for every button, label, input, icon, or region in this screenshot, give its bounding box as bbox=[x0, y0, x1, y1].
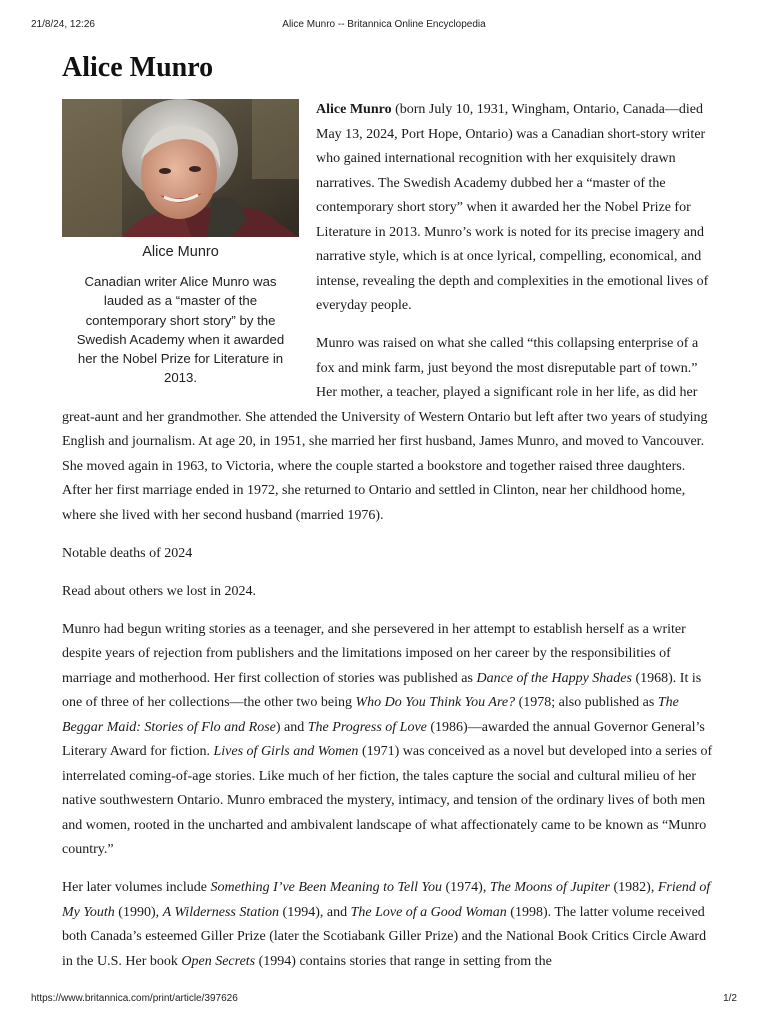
book-title: Dance of the Happy Shades bbox=[476, 670, 632, 686]
portrait-photo bbox=[62, 99, 299, 237]
print-url: https://www.britannica.com/print/article/397626 bbox=[31, 993, 238, 1004]
text-run: (1982), bbox=[610, 880, 658, 895]
text-run: (1986)—awarded the annual Governor General’s Literary Award for fiction. bbox=[62, 719, 705, 759]
text-run: (1998). The latter volume received both Canada’s esteemed Giller Prize (later the Scotiabank Giller Prize) and the National Book Critics Circle Award in the U.S. Her book bbox=[62, 904, 707, 969]
text-run: (1968). It is one of three of her collections—the other two being bbox=[62, 670, 702, 710]
text-run: (1994), and bbox=[279, 904, 351, 920]
paragraph-early-life: Munro was raised on what she called “this collapsing enterprise of a fox and mink farm, just beyond the most disreputable part of town.” Her mother, a teacher, played a significant role in her life, as did her great-aunt and her grandmother. She attended the University of Western Ontario but left after two years of studying English and journalism. At age 20, in 1951, she married her first husband, James Munro, and moved to Vancouver. She moved again in 1963, to Victoria, where the couple started a bookstore and together raised three daughters. After her first marriage ended in 1972, she returned to Ontario and settled in Clinton, near her childhood home, where she lived with her second husband (married 1976). bbox=[62, 336, 708, 523]
figure-name: Alice Munro bbox=[142, 244, 219, 260]
figure-caption: Canadian writer Alice Munro was lauded as a “master of the contemporary short story” by the Swedish Academy when it awarded her the Nobel Prize for Literature in 2013. bbox=[76, 274, 285, 386]
book-title: Something I’ve Been Meaning to Tell You bbox=[210, 880, 443, 895]
book-title: Who Do You Think You Are? bbox=[355, 695, 516, 710]
book-title: The Beggar Maid: Stories of Flo and Rose bbox=[62, 695, 679, 735]
article-title: Alice Munro bbox=[62, 52, 214, 83]
related-link-others-lost[interactable]: Read about others we lost in 2024. bbox=[62, 583, 257, 599]
book-title: Friend of My Youth bbox=[62, 880, 711, 920]
page-number: 1/2 bbox=[723, 993, 737, 1004]
book-title: The Progress of Love bbox=[307, 719, 427, 735]
paragraph-career bbox=[62, 618, 714, 863]
text-run: Her later volumes include bbox=[62, 880, 211, 895]
subject-name: Alice Munro bbox=[316, 102, 392, 117]
article-figure bbox=[62, 99, 299, 388]
text-run: (1974), bbox=[442, 880, 490, 895]
text-run: (1978; also published as bbox=[515, 695, 658, 710]
paragraph-intro-text: (born July 10, 1931, Wingham, Ontario, Canada—died May 13, 2024, Port Hope, Ontario) was a Canadian short-story writer who gained international recognition with her exquisitely drawn narratives. The Swedish Academy dubbed her a “master of the contemporary short story” when it awarded her the Nobel Prize for Literature in 2013. Munro’s work is noted for its precise imagery and narrative style, which is at once lyrical, compelling, economical, and intense, revealing the depth and complexities in the emotional lives of everyday people. bbox=[316, 102, 709, 313]
article-body bbox=[62, 50, 714, 988]
related-link-notable-deaths[interactable]: Notable deaths of 2024 bbox=[62, 545, 193, 561]
text-run: ) and bbox=[275, 719, 308, 735]
book-title: Open Secrets bbox=[181, 953, 256, 969]
book-title: Lives of Girls and Women bbox=[213, 744, 359, 759]
text-run: (1990), bbox=[114, 904, 163, 920]
text-run: (1971) was conceived as a novel but developed into a series of interrelated coming-of-age stories. Like much of her fiction, the tales capture the social and cultural milieu of her native southwestern Ontario. Munro embraced the mystery, intimacy, and tension of the ordinary lives of both men and women, rooted in the uncharted and ambivalent landscape of what affectionately came to be known as “Munro country.” bbox=[62, 744, 713, 857]
book-title: The Love of a Good Woman bbox=[350, 904, 507, 920]
print-page-title: Alice Munro -- Britannica Online Encyclopedia bbox=[282, 19, 486, 30]
text-run: Munro had begun writing stories as a teenager, and she persevered in her attempt to establish herself as a writer despite years of rejection from publishers and the limitations imposed on her career by the responsibilities of marriage and motherhood. Her first collection of stories was published as bbox=[62, 621, 686, 686]
print-date: 21/8/24, 12:26 bbox=[31, 19, 95, 30]
book-title: The Moons of Jupiter bbox=[489, 880, 610, 895]
paragraph-later-volumes bbox=[62, 876, 714, 974]
text-run: (1994) contains stories that range in setting from the bbox=[255, 953, 552, 969]
book-title: A Wilderness Station bbox=[162, 904, 280, 920]
